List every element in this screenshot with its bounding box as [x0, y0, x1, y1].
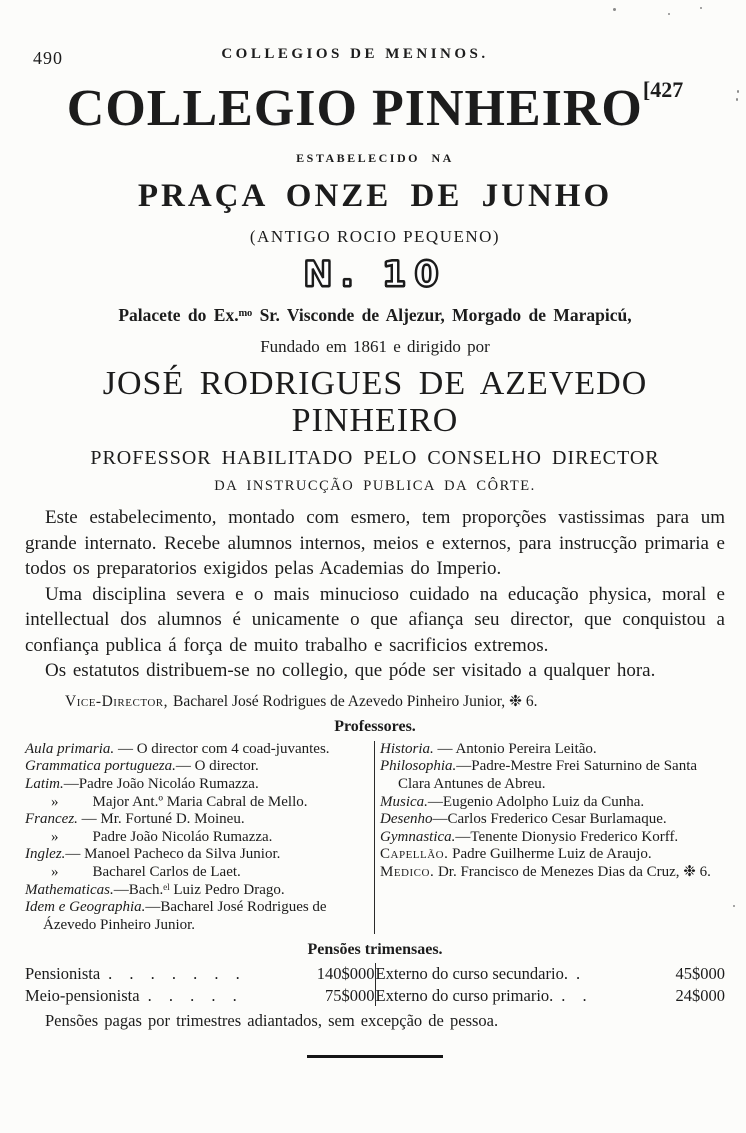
professor-entry: [25, 758, 370, 776]
paper-speck: [700, 7, 702, 9]
pension-row: [376, 985, 726, 1007]
subject-name: Francez.: [25, 811, 78, 828]
address-alt-line: (ANTIGO ROCIO PEQUENO): [249, 226, 501, 246]
professor-entry: [25, 811, 370, 829]
dot-leader: . . . . . . .: [108, 964, 241, 984]
subject-name: Aula primaria.: [25, 740, 115, 757]
address-line: PRAÇA ONZE DE JUNHO: [137, 177, 613, 214]
palace-line: Palacete do Ex.ᵐᵒ Sr. Visconde de Aljezur, Morgado de Marapicú,: [118, 304, 632, 325]
vice-director-label: Vice-Director,: [65, 692, 169, 710]
professor-name: Eugenio Adolpho Luiz da Cunha.: [442, 793, 645, 810]
page-header: [25, 46, 725, 68]
professor-name: Manoel Pacheco da Silva Junior.: [84, 846, 281, 863]
dash: —: [63, 776, 79, 793]
paragraph: Uma disciplina severa e o mais minucioso cuidado na educação physica, moral e intellectual dos alumnos é unicamente o que afiança seu director, que conquistou a confiança publica á força de muito trabalho e sacrificios extremos.: [25, 583, 725, 656]
dash: —: [65, 846, 85, 863]
pension-row: [25, 963, 375, 985]
director-name: JOSÉ RODRIGUES DE AZEVEDO PINHEIRO: [102, 364, 648, 439]
paper-speck: [736, 98, 738, 101]
pension-amount: 24$000: [675, 985, 725, 1005]
dash: —: [433, 740, 456, 757]
subject-name: Latim.: [25, 776, 64, 793]
professor-name: O director com 4 coad-juvantes.: [136, 740, 330, 757]
pension-row: [376, 963, 726, 985]
paper-speck: [733, 905, 735, 907]
professors-left-column: [25, 741, 374, 935]
professor-name: O director.: [194, 758, 259, 775]
pension-row: [25, 985, 375, 1007]
professor-entry: [25, 776, 370, 794]
professor-entry: [380, 794, 725, 812]
vice-director-text: Bacharel José Rodrigues de Azevedo Pinheiro Junior, ❉ 6.: [173, 692, 538, 710]
professor-name: Bach.ᵉˡ Luiz Pedro Drago.: [128, 881, 285, 898]
body-text: [25, 505, 725, 684]
subject-name: Musica.: [380, 793, 428, 810]
running-head: COLLEGIOS DE MENINOS.: [221, 46, 489, 62]
dash: —: [113, 881, 129, 898]
street-number: N. 10: [303, 254, 447, 295]
role-name: Capellão.: [380, 846, 449, 863]
subject-name: Historia.: [380, 740, 434, 757]
professor-entry: [25, 882, 370, 900]
subject-name: Inglez.: [25, 846, 66, 863]
professor-entry: [25, 741, 370, 759]
footnote-reference: [427: [642, 77, 684, 102]
professor-name: Tenente Dionysio Frederico Korff.: [470, 828, 679, 845]
ditto-mark: »: [51, 864, 59, 881]
founded-line: Fundado em 1861 e dirigido por: [260, 336, 490, 356]
professor-entry: [380, 846, 725, 864]
subject-name: Gymnastica.: [380, 828, 456, 845]
dash: —: [456, 758, 472, 775]
pension-amount: 140$000: [316, 964, 375, 984]
dot-leader: . .: [561, 985, 588, 1005]
professor-entry: [380, 741, 725, 759]
dash: —: [427, 793, 443, 810]
dash: —: [114, 740, 137, 757]
professor-name: Padre João Nicoláo Rumazza.: [92, 828, 273, 845]
professor-entry: [25, 899, 370, 934]
pension-label: Meio-pensionista: [25, 985, 140, 1005]
college-title-text: COLLEGIO PINHEIRO: [66, 80, 643, 137]
subject-name: Idem e Geographia.: [25, 899, 146, 916]
college-title: [25, 78, 725, 137]
professor-entry: [380, 864, 725, 882]
pension-label: Externo do curso secundario.: [375, 964, 568, 984]
subject-name: Mathematicas.: [25, 881, 114, 898]
pension-label: Externo do curso primario.: [375, 985, 554, 1005]
professor-name: Padre Guilherme Luiz de Araujo.: [452, 846, 652, 863]
dot-leader: .: [575, 964, 582, 984]
subject-name: Desenho: [380, 811, 433, 828]
professor-entry: [380, 811, 725, 829]
director-title-2: DA INSTRUCÇÃO PUBLICA DA CÔRTE.: [214, 478, 536, 495]
paper-speck: [613, 8, 616, 11]
professor-name: Mr. Fortuné D. Moineu.: [100, 811, 245, 828]
ditto-mark: »: [51, 828, 59, 845]
pensions-table: [25, 963, 725, 1006]
pensions-left-column: [25, 963, 375, 1006]
professor-name: Dr. Francisco de Menezes Dias da Cruz, ❉ 6.: [437, 864, 711, 881]
professor-name: Bacharel José Rodrigues de Ázevedo Pinheiro Junior.: [43, 899, 327, 933]
professor-entry: [380, 758, 725, 793]
professor-entry: [380, 829, 725, 847]
ditto-mark: »: [51, 793, 59, 810]
professors-right-column: [374, 741, 725, 935]
dash: —: [145, 899, 161, 916]
professor-name: Carlos Frederico Cesar Burlamaque.: [447, 811, 667, 828]
pensions-right-column: [375, 963, 726, 1006]
section-end-rule: [307, 1055, 443, 1058]
established-line: ESTABELECIDO NA: [296, 150, 454, 165]
pensions-heading: Pensões trimensaes.: [307, 941, 443, 959]
professor-name: Bacharel Carlos de Laet.: [92, 864, 241, 881]
subject-name: Philosophia.: [380, 758, 457, 775]
masthead: [25, 78, 725, 495]
professors-heading: Professores.: [334, 717, 416, 735]
professor-entry: [25, 864, 370, 882]
paper-speck: [737, 90, 739, 93]
pensions-note: Pensões pagas por trimestres adiantados, sem excepção de pessoa.: [45, 1011, 499, 1031]
professor-name: Padre-Mestre Frei Saturnino de Santa Clara Antunes de Abreu.: [398, 758, 698, 793]
pension-label: Pensionista: [25, 964, 101, 984]
professor-name: Antonio Pereira Leitão.: [455, 740, 597, 757]
pension-amount: 75$000: [325, 985, 375, 1005]
professor-entry: [25, 829, 370, 847]
professor-entry: [25, 846, 370, 864]
vice-director-line: [25, 692, 725, 711]
dash: —: [432, 811, 448, 828]
director-title-1: PROFESSOR HABILITADO PELO CONSELHO DIRECTOR: [90, 447, 660, 470]
dot-leader: . . . . .: [147, 985, 238, 1005]
dash: —: [175, 758, 195, 775]
pension-amount: 45$000: [675, 964, 725, 984]
paragraph: Os estatutos distribuem-se no collegio, que póde ser visitado a qualquer hora.: [45, 660, 656, 682]
page-number: 490: [33, 48, 63, 68]
professor-entry: [25, 794, 370, 812]
paper-speck: [668, 13, 670, 15]
role-name: Medico.: [380, 864, 435, 881]
dash: —: [455, 828, 471, 845]
paragraph: Este estabelecimento, montado com esmero, tem proporções vastissimas para um grande internato. Recebe alumnos internos, meios e externos, para instrucção primaria e todos os preparatorios exigidos pelas Academias do Imperio.: [25, 507, 725, 580]
subject-name: Grammatica portugueza.: [25, 758, 176, 775]
professors-list: [25, 741, 725, 935]
dash: —: [77, 811, 101, 828]
professor-name: Major Ant.º Maria Cabral de Mello.: [92, 793, 308, 810]
professor-name: Padre João Nicoláo Rumazza.: [78, 776, 259, 793]
